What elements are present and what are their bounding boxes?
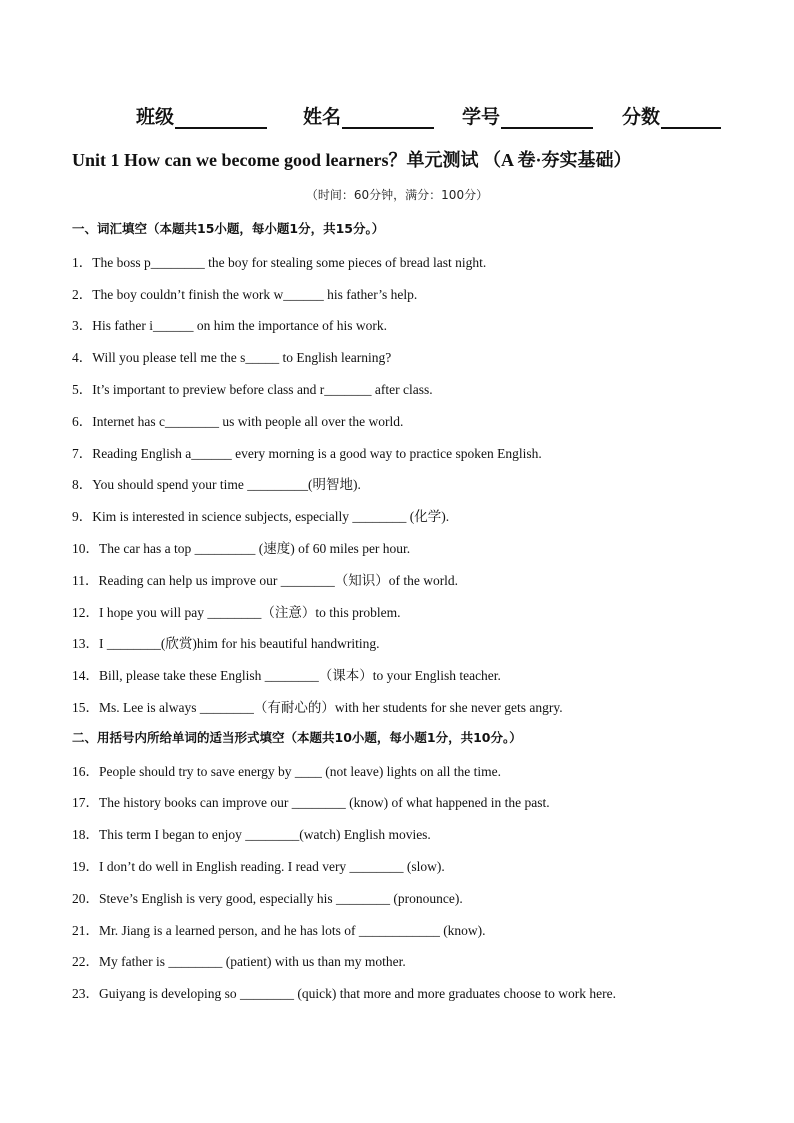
student-id-blank[interactable] (501, 107, 593, 129)
question-item: 13．I ________(欣赏)him for his beautiful handwriting. (72, 636, 380, 651)
question-item: 12．I hope you will pay ________（注意）to this problem. (72, 605, 401, 620)
question-item: 10．The car has a top _________ (速度) of 60 miles per hour. (72, 541, 411, 556)
student-info-line (0, 102, 794, 132)
student-id-field (462, 102, 593, 129)
question-item: 14．Bill, please take these English ________（课本）to your English teacher. (72, 668, 501, 683)
score-blank[interactable] (661, 107, 721, 129)
question-item: 21．Mr. Jiang is a learned person, and he has lots of ____________ (know). (72, 923, 486, 938)
question-item: 20．Steve’s English is very good, especially his ________ (pronounce). (72, 891, 463, 906)
score-field (622, 102, 721, 129)
name-field (303, 102, 434, 129)
class-blank[interactable] (175, 107, 267, 129)
question-item: 5．It’s important to preview before class and r_______ after class. (72, 382, 433, 397)
question-item: 3．His father i______ on him the importance of his work. (72, 318, 387, 333)
question-item: 6．Internet has c________ us with people all over the world. (72, 414, 404, 429)
page-title: Unit 1 How can we become good learners？单元测试 （A 卷·夯实基础） (72, 150, 632, 170)
question-item: 2．The boy couldn’t finish the work w______ his father’s help. (72, 287, 418, 302)
class-field (136, 102, 267, 129)
question-item: 11．Reading can help us improve our ________（知识）of the world. (72, 573, 459, 588)
question-item: 19．I don’t do well in English reading. I read very ________ (slow). (72, 859, 445, 874)
section-2-heading: 二、用括号内所给单词的适当形式填空（本题共10小题，每小题1分，共10分。） (72, 730, 522, 745)
question-item: 4．Will you please tell me the s_____ to English learning? (72, 350, 392, 365)
question-item: 8．You should spend your time _________(明智地). (72, 477, 361, 492)
name-blank[interactable] (342, 107, 434, 129)
section-1-heading: 一、词汇填空（本题共15小题，每小题1分，共15分。） (72, 221, 385, 236)
class-label: 班级 (136, 106, 175, 128)
question-item: 1．The boss p________ the boy for stealing some pieces of bread last night. (72, 255, 487, 270)
question-item: 17．The history books can improve our ________ (know) of what happened in the past. (72, 795, 550, 810)
question-item: 22．My father is ________ (patient) with us than my mother. (72, 954, 406, 969)
exam-time-info: （时间：60分钟，满分：100分） (305, 188, 489, 202)
question-item: 16．People should try to save energy by ____ (not leave) lights on all the time. (72, 764, 502, 779)
question-item: 18．This term I began to enjoy ________(watch) English movies. (72, 827, 431, 842)
question-item: 23．Guiyang is developing so ________ (quick) that more and more graduates choose to work here. (72, 986, 616, 1001)
question-item: 7．Reading English a______ every morning is a good way to practice spoken English. (72, 446, 542, 461)
score-label: 分数 (622, 106, 661, 128)
question-item: 9．Kim is interested in science subjects, especially ________ (化学). (72, 509, 450, 524)
student-id-label: 学号 (462, 106, 501, 128)
question-item: 15．Ms. Lee is always ________（有耐心的）with her students for she never gets angry. (72, 700, 563, 715)
name-label: 姓名 (303, 106, 342, 128)
